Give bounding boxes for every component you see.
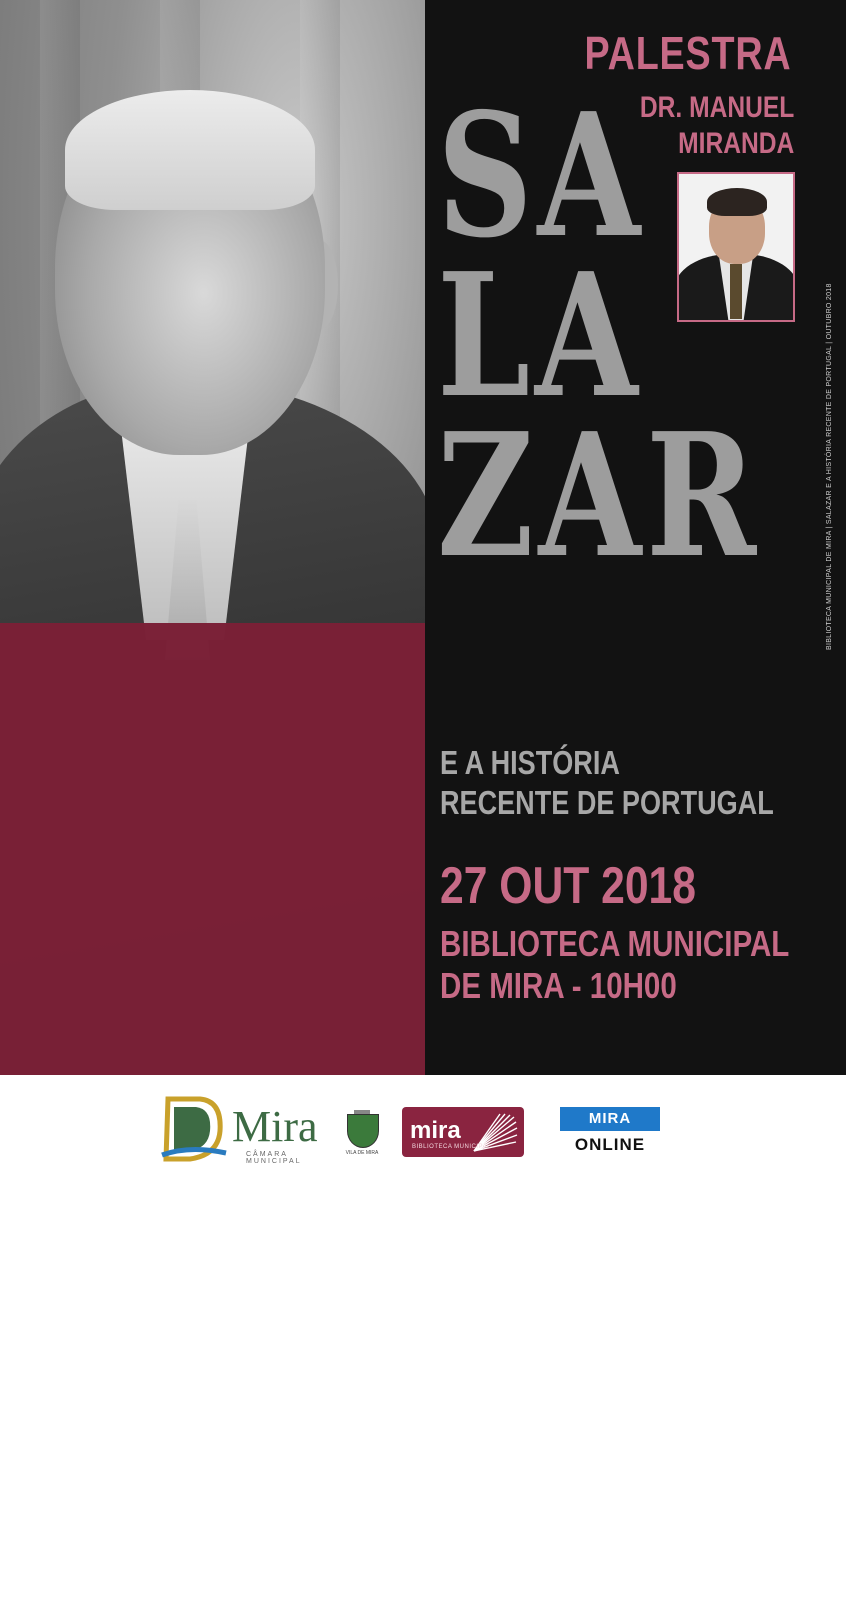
convite-p2-end: pelas 13.00 horas no Restaurante Milénio, para o qual se agradece a confirmação na Biblioteca Municipal de Mira, até ao dia 23 de outubro.: [32, 1504, 349, 1595]
convite-p2-start: Segue-se um: [32, 1504, 130, 1523]
subtitle-line-1: E A HISTÓRIA: [440, 744, 620, 781]
convite-paragraph-2: [32, 1502, 363, 1598]
vertical-credit: BIBLIOTECA MUNICIPAL DE MIRA | SALAZAR E A HISTÓRIA RECENTE DE PORTUGAL | OUTUBRO 2018: [826, 283, 833, 650]
convite-p2-bold: almoço de homenagem: [129, 1504, 304, 1523]
event-date: 27 OUT 2018: [440, 857, 696, 915]
event-venue: [440, 923, 789, 1007]
speaker-line-2: MIRANDA: [677, 127, 794, 160]
mira-online-bottom: ONLINE: [574, 1135, 646, 1154]
title-line-3: ZAR: [437, 396, 761, 596]
camara-mira-logo: [150, 1093, 340, 1173]
vila-de-mira-crest: [345, 1110, 379, 1160]
subtitle-line-2: RECENTE DE PORTUGAL: [440, 784, 774, 821]
venue-line-1: BIBLIOTECA MUNICIPAL: [440, 923, 790, 964]
mira-subtitle: CÂMARA MUNICIPAL: [246, 1151, 302, 1165]
convite-text: [32, 1310, 363, 1622]
biblioteca-logo: [402, 1107, 524, 1157]
biblioteca-logo-name: mira: [410, 1117, 461, 1144]
biblioteca-logo-subtitle: BIBLIOTECA MUNICIPAL: [412, 1144, 491, 1150]
title-line-1: SA: [437, 76, 646, 276]
subtitle: [440, 743, 774, 823]
palestra-heading: PALESTRA: [583, 27, 791, 79]
crest-label: VILA DE MIRA: [345, 1150, 379, 1156]
mira-name: Mira: [232, 1102, 318, 1151]
convite-p1-end: , que terá lugar no dia 27 de outubro, pelas 10h00 horas, na Biblioteca Municipal de Mira.: [32, 1408, 361, 1475]
mira-emblem-icon: [160, 1093, 230, 1163]
speaker-line-1: DR. MANUEL: [639, 91, 794, 124]
venue-line-2: DE MIRA - 10H00: [440, 965, 677, 1006]
convite-p1-bold: “Salazar e a história recente de Portugal”: [32, 1384, 326, 1427]
photo-hair: [65, 90, 315, 210]
mira-online-top: MIRA: [560, 1107, 660, 1131]
crest-shield-icon: [347, 1114, 379, 1148]
portrait-tie: [730, 264, 742, 319]
mira-online-logo: [560, 1107, 660, 1159]
convite-heading: CONVITE: [32, 1263, 141, 1294]
convite-p1-start: O Presidente da Câmara Municipal de Mira, Dr. Raúl Almeida e o investigador, Dr. Manuel Miranda, têm a honra de convidar V. Exª para a Palestra: [32, 1312, 361, 1403]
title-line-2: LA: [437, 236, 643, 436]
convite-paragraph-1: [32, 1310, 363, 1478]
